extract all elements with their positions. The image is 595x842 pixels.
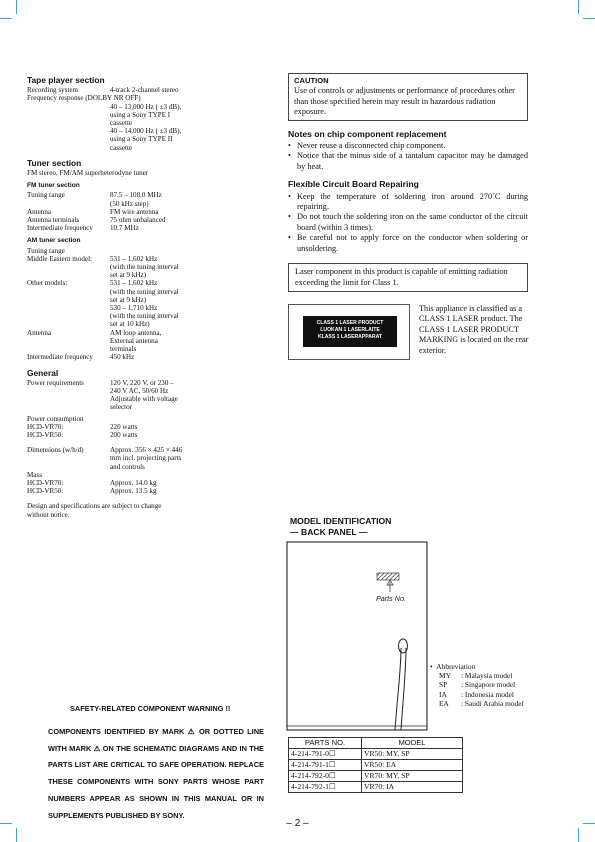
spec-row: [27, 224, 267, 232]
table-row: 4-214-792-1☐ VR70: IA: [289, 782, 463, 793]
spec-value-line: set at 10 kHz): [110, 320, 150, 329]
safety-warning-title: SAFETY-RELATED COMPONENT WARNING !!: [70, 704, 231, 713]
parts-label-area: [377, 573, 399, 580]
spec-value-line: Adjustable with voltage: [110, 395, 178, 404]
spec-value: [110, 479, 267, 487]
abbreviation-title: Abbreviation: [436, 662, 476, 671]
spec-value: [110, 216, 267, 224]
fm-spec-list: [27, 191, 267, 232]
crop-mark: [583, 18, 595, 19]
tape-section-title: Tape player section: [27, 75, 105, 85]
spec-value-line: (50 kHz step): [110, 199, 149, 208]
am-tuner-title: AM tuner section: [27, 237, 81, 245]
spec-value-line: (with the tuning interval: [110, 312, 179, 321]
spec-value-line: (with the tuning interval: [110, 263, 179, 272]
back-panel-outline: [287, 542, 427, 730]
spec-key: HCD-VR70:: [27, 422, 64, 431]
spec-key: Intermediate frequency: [27, 224, 93, 233]
tuner-intro: FM stereo, FM/AM superheterodyne tuner: [27, 169, 149, 178]
spec-value: [110, 208, 267, 216]
class-1-laser-label: CLASS 1 LASER PRODUCT LUOKAN 1 LASERLAITE KLASS 1 LASERAPPARAT: [288, 304, 410, 360]
spec-row: [27, 208, 267, 216]
dimension-spec-list: [27, 446, 267, 471]
spec-note-line: Design and specifications are subject to change: [27, 502, 162, 511]
crop-mark: [16, 828, 17, 842]
spec-key: Intermediate frequency: [27, 353, 93, 362]
table-row: 4-214-791-0☐ VR50: MY, SP: [289, 749, 463, 760]
spec-value-line: Approx. 356 × 425 × 446: [110, 446, 183, 455]
model-identification-title: MODEL IDENTIFICATION — BACK PANEL —: [290, 516, 392, 537]
chip-notes-title: Notes on chip component replacement: [288, 128, 447, 139]
spec-value-line: 531 – 1,602 kHz: [110, 254, 158, 263]
table-row: 4-214-791-1☐ VR50: EA: [289, 760, 463, 771]
spec-value: [110, 224, 267, 232]
caution-title: CAUTION: [294, 76, 329, 85]
spec-row: [27, 353, 267, 361]
spec-row: [27, 446, 267, 471]
list-item: MY : Malaysia model: [439, 671, 513, 681]
spec-key: Middle Eastern model:: [27, 254, 93, 263]
spec-value-line: set at 9 kHz): [110, 295, 147, 304]
spec-value: [110, 353, 267, 361]
spec-key: Tuning range: [27, 191, 65, 200]
spec-value-line: 75 ohm unbalanced: [110, 216, 166, 225]
spec-value-line: AM loop antenna,: [110, 328, 162, 337]
spec-key: Dimensions (w/h/d): [27, 446, 84, 455]
list-item: • Keep the temperature of soldering iron around 270˚C during repairing.: [288, 191, 528, 212]
spec-key: Power requirements: [27, 378, 84, 387]
spec-value-line: mm incl. projecting parts: [110, 454, 182, 463]
class-1-laser-text: This appliance is classified as a CLASS 1 LASER product. The CLASS 1 LASER PRODUCT MARKING is located on the rear exterior.: [419, 303, 529, 355]
spec-value-line: 87.5 – 108.0 MHz: [110, 191, 162, 200]
spec-value-line: 450 kHz: [110, 353, 135, 362]
spec-row: [27, 279, 267, 328]
spec-row: [27, 479, 267, 487]
list-item: SP : Singapore model: [439, 680, 516, 690]
parts-model-table: [288, 737, 463, 793]
table-row: 4-214-792-0☐ VR70: MY, SP: [289, 771, 463, 782]
spec-value: [110, 423, 267, 431]
spec-value-line: Approx. 14.0 kg: [110, 478, 157, 487]
spec-value-line: 531 – 1,602 kHz: [110, 279, 158, 288]
spec-value-line: (with the tuning interval: [110, 287, 179, 296]
service-notes: [288, 73, 528, 366]
spec-row: Recording system 4-track 2-channel stereo: [27, 86, 179, 95]
spec-row: [27, 255, 267, 280]
abbreviation-list: • Abbreviation MY : Malaysia model SP : Singapore model IA : Indonesia model EA : Saudi Arabia model: [430, 662, 524, 708]
crop-mark: [578, 828, 579, 842]
mass-label: Mass: [27, 470, 42, 479]
list-item: • Do not touch the soldering iron on the same conductor of the circuit board (within 3 times).: [288, 212, 528, 232]
spec-value: [110, 279, 267, 328]
general-section-title: General: [27, 367, 59, 378]
safety-warning-text: COMPONENTS IDENTIFIED BY MARK ⚠ OR DOTTED LINE WITH MARK ⚠ ON THE SCHEMATIC DIAGRAMS AND IN THE PARTS LIST ARE CRITICAL TO SAFE OPERATION. REPLACE THESE COMPONENTS WITH SONY PARTS WHOSE PART NUMBERS APPEAR AS SHOWN IN THIS MANUAL OR IN SUPPLEMENTS PUBLISHED BY SONY.: [48, 727, 264, 820]
spec-row: [27, 216, 267, 224]
laser-warning-box: Laser component in this product is capable of emitting radiation exceeding the limit for Class 1.: [288, 263, 528, 292]
spec-value-line: 200 watts: [110, 430, 138, 439]
spec-note-line: without notice.: [27, 510, 70, 519]
spec-key: Other models:: [27, 279, 68, 288]
spec-value-line: 240 V AC, 50/60 Hz: [110, 386, 169, 395]
spec-row: [27, 423, 267, 431]
tuner-section-title: Tuner section: [27, 157, 82, 168]
spec-row: 40 – 13,000 Hz ( ±3 dB), using a Sony TYPE I cassette 40 – 14,000 Hz ( ±3 dB), using a Sony TYPE II cassette: [110, 102, 182, 152]
am-tuning-label: Tuning range: [27, 246, 65, 255]
list-item: • Notice that the minus side of a tantalum capacitor may be damaged by heat.: [288, 151, 528, 171]
spec-value-line: terminals: [110, 345, 137, 354]
spec-key: HCD-VR70:: [27, 478, 64, 487]
spec-value: [110, 191, 267, 207]
power-spec-list: [27, 423, 267, 439]
spec-value: [110, 255, 267, 280]
spec-value: [110, 379, 267, 412]
spec-value: [110, 446, 267, 471]
list-item: • Never reuse a disconnected chip component.: [288, 141, 446, 151]
spec-value-line: 10.7 MHz: [110, 224, 139, 233]
spec-row: [27, 191, 267, 207]
spec-key: Antenna: [27, 328, 52, 337]
table-header-row: PARTS NO. MODEL: [289, 738, 463, 749]
spec-row: [27, 431, 267, 439]
spec-value-line: Approx. 13.5 kg: [110, 487, 157, 496]
spec-value-line: FM wire antenna: [110, 207, 159, 216]
crop-mark: [578, 0, 579, 14]
fm-tuner-title: FM tuner section: [27, 182, 80, 190]
spec-row: [27, 487, 267, 495]
general-spec-list: [27, 379, 267, 412]
list-item: IA : Indonesia model: [439, 689, 514, 699]
parts-no-label: Parts No.: [376, 594, 406, 603]
list-item: • Be careful not to apply force on the conductor when soldering or unsoldering.: [288, 233, 528, 253]
spec-value: [110, 431, 267, 439]
mass-spec-list: [27, 479, 267, 495]
spec-key: HCD-VR50:: [27, 487, 64, 496]
class-1-laser-section: [288, 304, 528, 366]
spec-value-line: and controls: [110, 462, 145, 471]
spec-row: [27, 329, 267, 354]
power-cord: [395, 648, 406, 730]
spec-row-full: Frequency response (DOLBY NR OFF): [27, 94, 141, 103]
caution-box: [288, 73, 528, 121]
crop-mark: [16, 0, 17, 14]
spec-key: HCD-VR50:: [27, 430, 64, 439]
crop-mark: [0, 18, 12, 19]
flex-board-title: Flexible Circuit Board Repairing: [288, 179, 419, 190]
spec-value: [110, 487, 267, 495]
spec-value-line: set at 9 kHz): [110, 271, 147, 280]
spec-key: Antenna terminals: [27, 216, 80, 225]
power-consumption-label: Power consumption: [27, 414, 84, 423]
spec-row: [27, 379, 267, 412]
spec-value-line: 530 – 1,710 kHz: [110, 304, 158, 313]
spec-value: [110, 329, 267, 354]
spec-value-line: External antenna: [110, 336, 158, 345]
am-spec-list: [27, 255, 267, 362]
back-panel-diagram: [285, 540, 430, 734]
caution-text: Use of controls or adjustments or performance of procedures other than those specified herein may result in hazardous radiation exposure.: [294, 86, 515, 117]
page-number: – 2 –: [286, 818, 309, 829]
spec-key: Antenna: [27, 207, 52, 216]
spec-value-line: 220 watts: [110, 422, 138, 431]
specifications: [27, 76, 267, 519]
spec-value-line: selector: [110, 403, 133, 412]
spec-value-line: 120 V, 220 V, or 230 –: [110, 378, 174, 387]
list-item: EA : Saudi Arabia model: [439, 698, 524, 708]
